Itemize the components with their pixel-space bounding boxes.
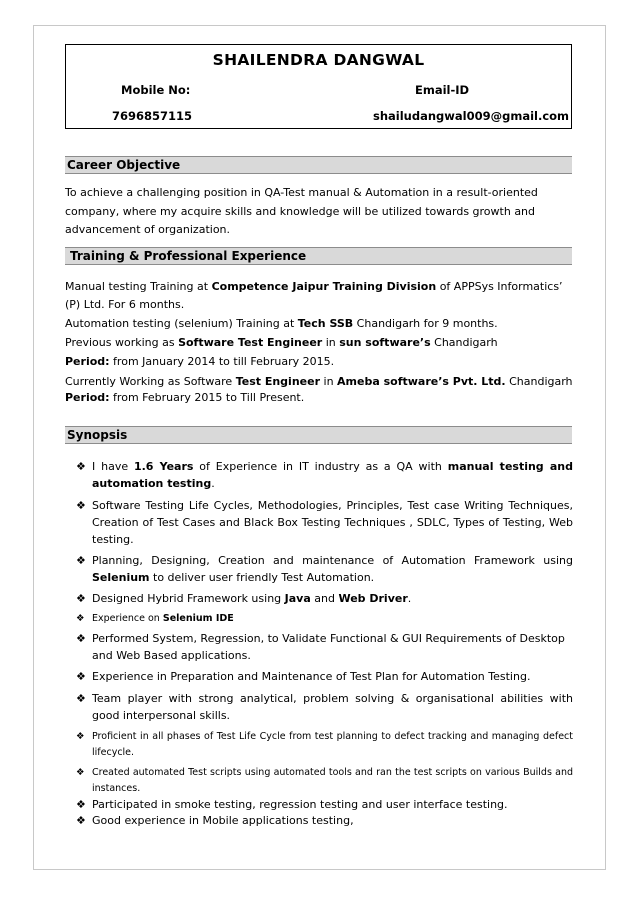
text: Automation testing (selenium) Training at [65,317,298,330]
period-label: Period: [65,355,110,368]
text: I have [92,460,134,473]
tool: Web Driver [338,592,408,605]
text: Currently Working as Software [65,375,236,388]
text: of APPSys Informatics’ (P) Ltd. For 6 months. [65,280,563,311]
career-objective-text: To achieve a challenging position in QA-Test manual & Automation in a result-oriented company, where my acquire skills and knowledge will be utilized towards growth and advancement of organization. [65,186,538,236]
experience-period-previous [65,354,575,370]
bullet-diamond-icon: ❖ [76,499,86,512]
synopsis-item-selenium-ide [92,611,573,627]
synopsis-item-testing-skills: Software Testing Life Cycles, Methodologies, Principles, Test case Writing Techniques, Creation of Test Cases and Black Box Testing Techniques , SDLC, Types of Testing, Web testing. [92,499,573,546]
text: of Experience in IT industry as a QA with [193,460,448,473]
text: in [320,375,338,388]
text: . [407,592,412,605]
bullet-diamond-icon: ❖ [76,460,86,473]
bullet-diamond-icon: ❖ [76,767,85,778]
synopsis-item-mobile-testing: Good experience in Mobile applications testing, [92,814,354,827]
bullet-diamond-icon: ❖ [76,731,85,742]
text: Planning, Designing, Creation and maintenance of Automation Framework using [92,554,573,567]
synopsis-item-team-player: Team player with strong analytical, problem solving & organisational abilities with good interpersonal skills. [92,692,573,722]
text: in [322,336,340,349]
company-name: sun software’s [339,336,431,349]
mobile-label: Mobile No: [121,83,191,97]
text: Previous working as [65,336,179,349]
candidate-name: SHAILENDRA DANGWAL [212,51,425,69]
header-box [65,44,572,129]
synopsis-item-automated-scripts: Created automated Test scripts using automated tools and ran the test scripts on various Builds and instances. [92,767,573,794]
text: to deliver user friendly Test Automation. [149,571,375,584]
synopsis-item-experience [92,458,573,492]
mobile-number: 7696857115 [112,109,193,123]
bullet-diamond-icon: ❖ [76,670,86,683]
text: Experience on [92,613,163,624]
skill: manual testing and automation testing [92,460,573,490]
text: Chandigarh for 9 months. [353,317,498,330]
synopsis-item-system-testing: Performed System, Regression, to Validate Functional & GUI Requirements of Desktop and Web Based applications. [92,632,565,662]
synopsis-item-test-life-cycle: Proficient in all phases of Test Life Cycle from test planning to defect tracking and managing defect lifecycle. [92,731,573,758]
institute-name: Competence Jaipur Training Division [211,280,437,293]
period-label: Period: [65,391,110,404]
bullet-diamond-icon: ❖ [76,554,86,567]
synopsis-item-smoke-testing: Participated in smoke testing, regression testing and user interface testing. [92,798,508,811]
job-title: Software Test Engineer [178,336,323,349]
synopsis-item-framework [92,552,573,586]
text: Chandigarh [430,336,498,349]
bullet-diamond-icon: ❖ [76,798,86,811]
text: from February 2015 to Till Present. [109,391,305,404]
company-name: Ameba software’s Pvt. Ltd. [337,375,506,388]
institute-name: Tech SSB [297,317,354,330]
experience-period-current [65,390,575,406]
text: Manual testing Training at [65,280,212,293]
text: from January 2014 to till February 2015. [109,355,335,368]
bullet-diamond-icon: ❖ [76,814,86,827]
training-line-automation [65,316,575,332]
experience-line-previous [65,335,575,351]
email-label: Email-ID [415,83,470,97]
tool: Java [284,592,311,605]
training-line-manual [65,278,575,314]
job-title: Test Engineer [235,375,321,388]
text: Chandigarh [505,375,573,388]
tool: Selenium [92,571,150,584]
synopsis-item-hybrid-framework [92,590,573,607]
email-address: shailudangwal009@gmail.com [373,109,570,123]
section-training-experience: Training & Professional Experience [65,247,572,265]
bullet-diamond-icon: ❖ [76,592,86,605]
synopsis-item-test-plan: Experience in Preparation and Maintenance of Test Plan for Automation Testing. [92,670,531,683]
years: 1.6 Years [133,460,194,473]
text: Designed Hybrid Framework using [92,592,285,605]
bullet-diamond-icon: ❖ [76,632,86,645]
tool: Selenium IDE [162,613,234,624]
experience-line-current [65,374,575,390]
bullet-diamond-icon: ❖ [76,692,86,705]
text: . [211,477,215,490]
text: and [310,592,339,605]
section-synopsis: Synopsis [65,426,572,444]
section-career-objective: Career Objective [65,156,572,174]
bullet-diamond-icon: ❖ [76,613,85,624]
